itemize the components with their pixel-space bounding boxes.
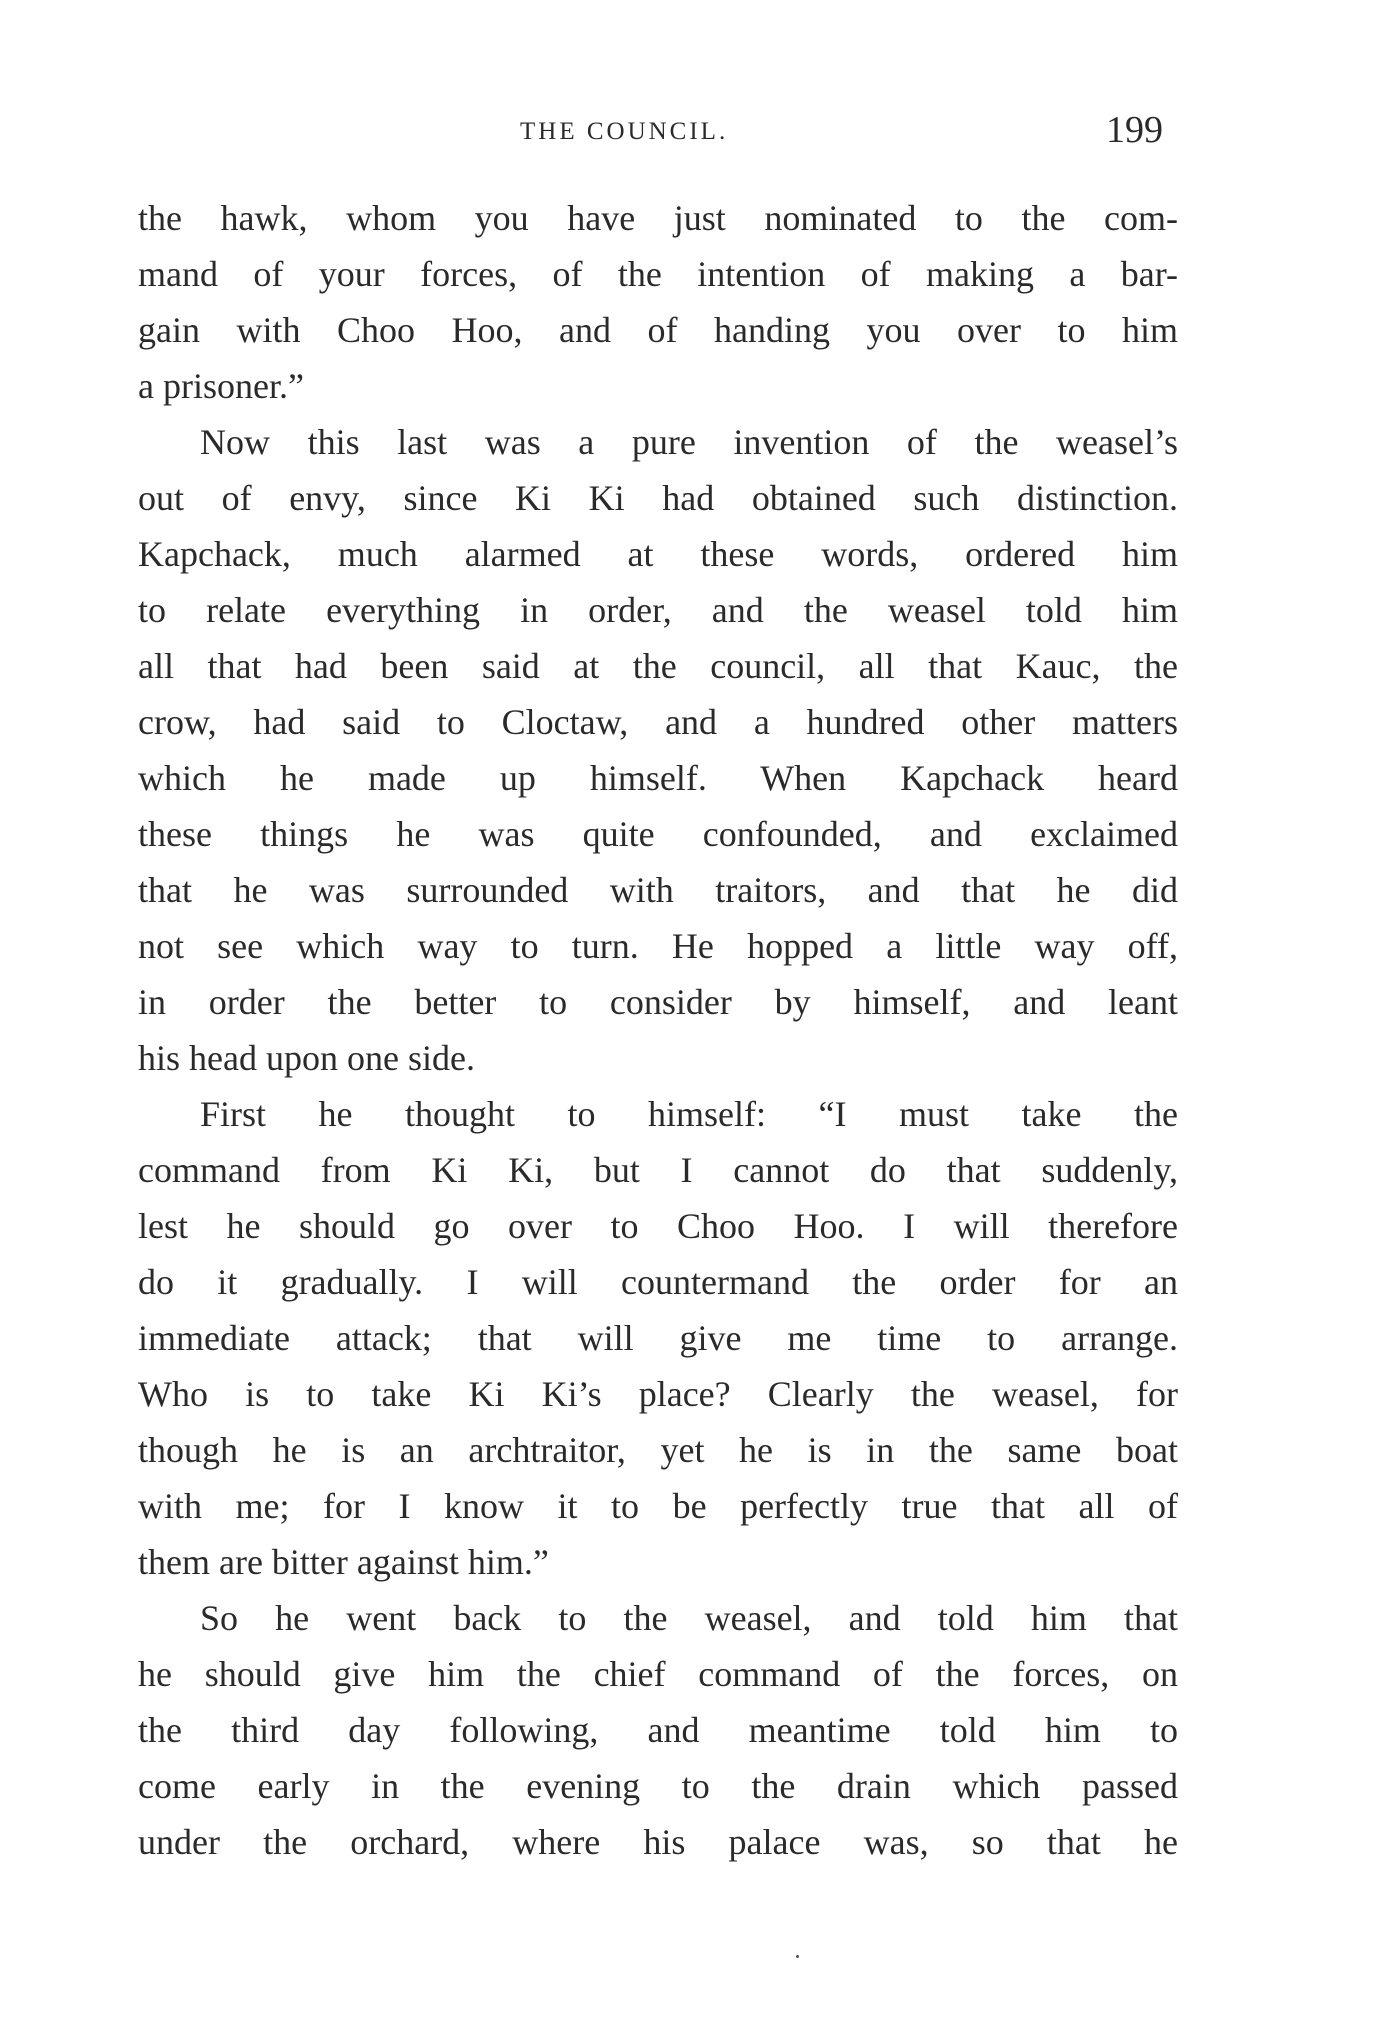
text-line: under the orchard, where his palace was, so that he — [138, 1822, 1178, 1862]
ink-speck — [796, 1955, 799, 1958]
text-line: First he thought to himself: “I must take the — [200, 1094, 1178, 1134]
text-line: these things he was quite confounded, and exclaimed — [138, 814, 1178, 854]
text-line: his head upon one side. — [138, 1038, 475, 1078]
text-line: a prisoner.” — [138, 366, 304, 406]
text-line: he should give him the chief command of the forces, on — [138, 1654, 1178, 1694]
text-line: command from Ki Ki, but I cannot do that suddenly, — [138, 1150, 1178, 1190]
text-line: the third day following, and meantime told him to — [138, 1710, 1178, 1750]
text-line: lest he should go over to Choo Hoo. I will therefore — [138, 1206, 1178, 1246]
running-title: THE COUNCIL. — [520, 118, 729, 145]
text-line: which he made up himself. When Kapchack heard — [138, 758, 1178, 798]
text-line: all that had been said at the council, all that Kauc, the — [138, 646, 1178, 686]
text-line: mand of your forces, of the intention of making a bar- — [138, 254, 1178, 294]
text-line: out of envy, since Ki Ki had obtained such distinction. — [138, 478, 1178, 518]
text-line: Kapchack, much alarmed at these words, ordered him — [138, 534, 1178, 574]
text-line: in order the better to consider by himself, and leant — [138, 982, 1178, 1022]
text-line: Now this last was a pure invention of the weasel’s — [200, 422, 1178, 462]
text-line: do it gradually. I will countermand the order for an — [138, 1262, 1178, 1302]
text-line: Who is to take Ki Ki’s place? Clearly the weasel, for — [138, 1374, 1178, 1414]
text-line: come early in the evening to the drain which passed — [138, 1766, 1178, 1806]
text-line: them are bitter against him.” — [138, 1542, 549, 1582]
text-line: to relate everything in order, and the weasel told him — [138, 590, 1178, 630]
text-line: though he is an archtraitor, yet he is in the same boat — [138, 1430, 1178, 1470]
text-line: the hawk, whom you have just nominated to the com- — [138, 198, 1178, 238]
text-line: crow, had said to Cloctaw, and a hundred other matters — [138, 702, 1178, 742]
page-number: 199 — [1106, 109, 1163, 151]
body-text — [138, 190, 1178, 1870]
text-line: with me; for I know it to be perfectly true that all of — [138, 1486, 1178, 1526]
text-line: So he went back to the weasel, and told him that — [200, 1598, 1178, 1638]
text-line: that he was surrounded with traitors, and that he did — [138, 870, 1178, 910]
text-line: not see which way to turn. He hopped a little way off, — [138, 926, 1178, 966]
text-line: gain with Choo Hoo, and of handing you over to him — [138, 310, 1178, 350]
running-header — [0, 108, 1376, 158]
text-line: immediate attack; that will give me time to arrange. — [138, 1318, 1178, 1358]
